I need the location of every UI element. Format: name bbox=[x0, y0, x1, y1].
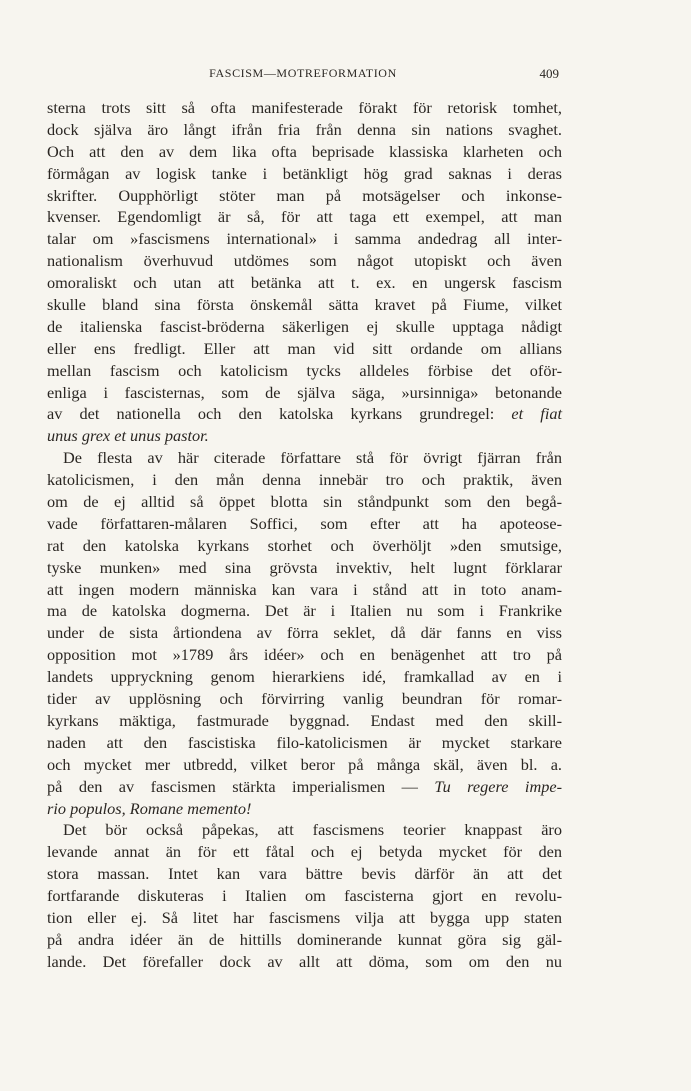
text-line bbox=[47, 316, 562, 338]
text-line bbox=[47, 688, 562, 710]
page-header bbox=[47, 66, 559, 84]
line-italic-text: Tu regere impe- bbox=[434, 776, 562, 796]
line-text: mellan fascism och katolicism tycks alldeles förbise det oför- bbox=[47, 360, 562, 380]
text-line bbox=[47, 491, 562, 513]
text-line bbox=[47, 819, 562, 841]
text-line bbox=[47, 579, 562, 601]
line-text: lande. Det förefaller dock av allt att döma, som om den nu bbox=[47, 951, 562, 971]
text-line bbox=[47, 841, 562, 863]
text-line bbox=[47, 447, 562, 469]
line-text: De flesta av här citerade författare stå för övrigt fjärran från bbox=[63, 448, 562, 468]
text-line bbox=[47, 863, 562, 885]
line-text: enliga i fascisternas, som de själva säga, »ursinniga» betonande bbox=[47, 382, 562, 402]
line-text: skulle bland sina första önskemål sätta kravet på Fiume, vilket bbox=[47, 295, 562, 315]
text-line bbox=[47, 644, 562, 666]
line-text: vade författaren-målaren Soffici, som efter att ha apoteose- bbox=[47, 513, 562, 533]
line-text: tider av upplösning och förvirring vanlig beundran för romar- bbox=[47, 689, 562, 709]
text-line bbox=[47, 929, 562, 951]
text-line bbox=[47, 97, 562, 119]
line-text: landets uppryckning genom hierarkiens idé, framkallad av en i bbox=[47, 667, 562, 687]
text-line bbox=[47, 798, 562, 820]
text-line bbox=[47, 622, 562, 644]
line-text: ma de katolska dogmerna. Det är i Italien nu som i Frankrike bbox=[47, 601, 562, 621]
text-line bbox=[47, 907, 562, 929]
running-head: FASCISM—MOTREFORMATION bbox=[209, 66, 397, 80]
line-text: tion eller ej. Så litet har fascismens vilja att bygga upp staten bbox=[47, 907, 562, 927]
line-text: och mycket mer utbredd, vilket beror på många skäl, även bl. a. bbox=[47, 754, 562, 774]
line-text: på den av fascismen stärkta imperialismen — bbox=[47, 776, 418, 796]
text-line bbox=[47, 382, 562, 404]
line-text: om de ej alltid så öppet blotta sin ståndpunkt som den begå- bbox=[47, 492, 562, 512]
line-text: rat den katolska kyrkans storhet och överhöljt »den smutsige, bbox=[47, 535, 562, 555]
line-text: naden att den fascistiska filo-katolicismen är mycket starkare bbox=[47, 732, 562, 752]
line-text: nationalism överhuvud utdömes som något utopiskt och även bbox=[47, 251, 562, 271]
line-text: fortfarande diskuteras i Italien om fascisterna gjort en revolu- bbox=[47, 886, 562, 906]
text-line bbox=[47, 425, 562, 447]
line-text: skrifter. Oupphörligt stöter man på motsägelser och inkonse- bbox=[47, 185, 562, 205]
text-line bbox=[47, 600, 562, 622]
line-italic-text: et fiat bbox=[511, 404, 563, 424]
line-text: dock själva äro långt ifrån fria från denna sin nations svaghet. bbox=[47, 119, 562, 139]
line-text: tyske munken» med sina grövsta invektiv, helt lugnt förklarar bbox=[47, 557, 562, 577]
text-line bbox=[47, 513, 562, 535]
line-italic-text: rio populos, Romane memento! bbox=[47, 798, 252, 818]
line-text: stora massan. Intet kan vara bättre bevis därför än att det bbox=[47, 864, 562, 884]
text-line bbox=[47, 163, 562, 185]
text-line bbox=[47, 754, 562, 776]
line-text: de italienska fascist-bröderna säkerligen ej skulle upptaga nådigt bbox=[47, 316, 562, 336]
text-line bbox=[47, 403, 562, 425]
text-line bbox=[47, 469, 562, 491]
text-line bbox=[47, 885, 562, 907]
text-line bbox=[47, 732, 562, 754]
line-text: av det nationella och den katolska kyrkans grundregel: bbox=[47, 404, 495, 424]
text-line bbox=[47, 250, 562, 272]
line-text: förmågan av logisk tanke i betänkligt hög grad saknas i deras bbox=[47, 163, 562, 183]
line-italic-text: unus grex et unus pastor. bbox=[47, 426, 209, 446]
text-line bbox=[47, 557, 562, 579]
line-text: opposition mot »1789 års idéer» och en benägenhet att tro på bbox=[47, 645, 562, 665]
line-text: eller ens fredligt. Eller att man vid sitt ordande om allians bbox=[47, 338, 562, 358]
text-line bbox=[47, 294, 562, 316]
line-text: sterna trots sitt så ofta manifesterade förakt för retorisk tomhet, bbox=[47, 98, 562, 117]
line-text: levande annat än för ett fåtal och ej betyda mycket för den bbox=[47, 842, 562, 862]
line-text: talar om »fascismens international» i samma andedrag all inter- bbox=[47, 229, 562, 249]
text-line bbox=[47, 185, 562, 207]
text-line bbox=[47, 141, 562, 163]
text-line bbox=[47, 666, 562, 688]
page-number: 409 bbox=[539, 66, 559, 81]
line-text: kyrkans mäktiga, fastmurade byggnad. Endast med den skill- bbox=[47, 710, 562, 730]
text-line bbox=[47, 951, 562, 973]
text-line bbox=[47, 338, 562, 360]
text-line bbox=[47, 228, 562, 250]
text-line bbox=[47, 535, 562, 557]
text-line bbox=[47, 776, 562, 798]
text-line bbox=[47, 119, 562, 141]
line-text: under de sista årtiondena av förra seklet, då där fanns en viss bbox=[47, 623, 562, 643]
line-text: omoraliskt och utan att betänka att t. ex. en ungersk fascism bbox=[47, 273, 562, 293]
text-line bbox=[47, 710, 562, 732]
text-line bbox=[47, 206, 562, 228]
line-text: Det bör också påpekas, att fascismens teorier knappast äro bbox=[63, 820, 562, 840]
line-text: katolicismen, i den mån denna innebär tro och praktik, även bbox=[47, 470, 562, 490]
line-text: att ingen modern människa kan vara i stånd att in toto anam- bbox=[47, 579, 562, 599]
text-line bbox=[47, 360, 562, 382]
line-text: på andra idéer än de hittills dominerande kunnat göra sig gäl- bbox=[47, 929, 562, 949]
line-text: Och att den av dem lika ofta beprisade klassiska klarheten och bbox=[47, 141, 562, 161]
line-text: kvenser. Egendomligt är så, för att taga ett exempel, att man bbox=[47, 207, 562, 227]
text-line bbox=[47, 272, 562, 294]
body-text bbox=[47, 97, 562, 973]
